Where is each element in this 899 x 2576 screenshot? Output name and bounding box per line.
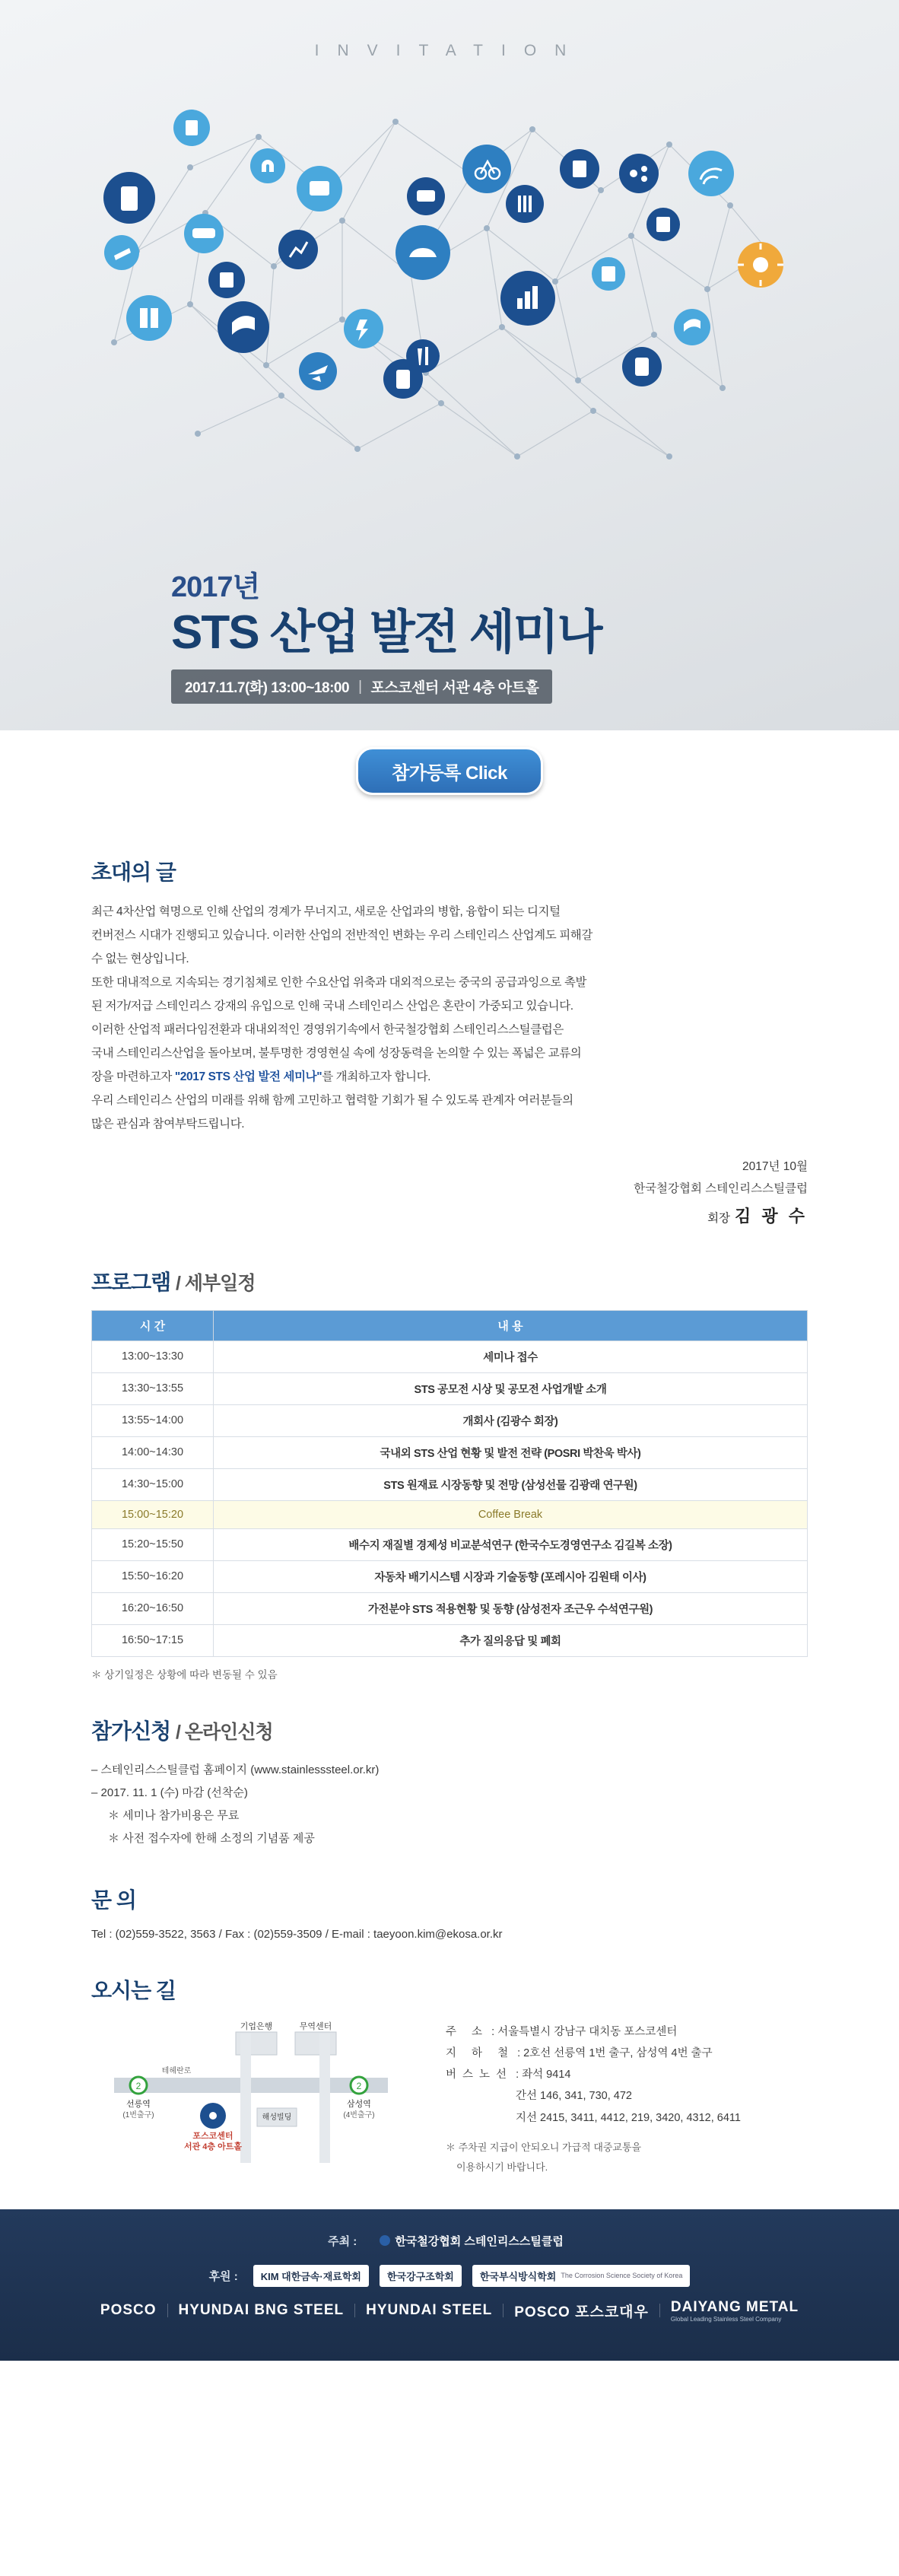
invite-line-9: 우리 스테인리스 산업의 미래를 위해 함께 고민하고 협력할 기회가 될 수 있도록 관계자 여러분들의 (91, 1094, 573, 1107)
cell-desc: 추가 질의응답 및 폐회 (214, 1624, 808, 1656)
apply-list (91, 1759, 808, 1850)
subway-label: 지 하 철 (446, 2046, 515, 2059)
table-row (92, 1560, 808, 1592)
hero-year: 2017년 (171, 571, 260, 603)
invite-line-4: 또한 대내적으로 지속되는 경기침체로 인한 수요산업 위축과 대외적으로는 중국의 공급과잉으로 촉발 (91, 976, 587, 989)
host-logo (372, 2229, 571, 2253)
svg-text:테헤란로: 테헤란로 (161, 2066, 192, 2075)
apply-heading-main: 참가신청 (91, 1719, 171, 1743)
sponsor-logo (380, 2265, 462, 2287)
bus-line-3: 지선 2415, 3411, 4412, 219, 3420, 4312, 6411 (516, 2111, 741, 2124)
address-value: : 서울특별시 강남구 대치동 포스코센터 (491, 2025, 678, 2038)
bus-row (446, 2064, 741, 2085)
directions-row (91, 2018, 808, 2179)
program-heading (91, 1266, 808, 1296)
register-button[interactable]: 참가등록 Click (356, 747, 543, 795)
invite-line-1: 최근 4차산업 혁명으로 인해 산업의 경계가 무너지고, 새로운 산업과의 병합, 융합이 되는 디지털 (91, 905, 561, 918)
list-item: – 2017. 11. 1 (수) 마감 (선착순) (91, 1786, 248, 1799)
program-heading-main: 프로그램 (91, 1270, 171, 1294)
map-figure (91, 2018, 426, 2178)
divider (503, 2304, 504, 2317)
cell-time: 14:30~15:00 (92, 1468, 214, 1500)
cell-desc: 배수지 재질별 경제성 비교분석연구 (한국수도경영연구소 김길복 소장) (214, 1528, 808, 1560)
cell-time: 13:30~13:55 (92, 1372, 214, 1404)
table-row (92, 1468, 808, 1500)
hero-text-block (171, 563, 602, 704)
list-item: ＊ 세미나 참가비용은 무료 (108, 1808, 240, 1822)
address-row (446, 2021, 741, 2043)
svg-text:2: 2 (356, 2080, 362, 2091)
hero-separator: | (358, 678, 362, 695)
partner-logo-posco-daewoo: POSCO 포스코대우 (514, 2304, 649, 2320)
svg-text:(4번출구): (4번출구) (343, 2110, 375, 2120)
host-label: 주최 : (328, 2234, 357, 2248)
hero-section (0, 0, 899, 730)
col-header-desc: 내 용 (214, 1310, 808, 1340)
event-date: 2017.11.7(화) 13:00~18:00 (185, 680, 350, 697)
program-heading-sub: / 세부일정 (175, 1272, 256, 1294)
sponsor-name: 한국부식방식학회 (479, 2270, 557, 2282)
cell-desc: 국내외 STS 산업 현황 및 발전 전략 (POSRI 박찬욱 박사) (214, 1436, 808, 1468)
cell-desc: 가전분야 STS 적용현황 및 동향 (삼성전자 조근우 수석연구원) (214, 1592, 808, 1624)
directions-heading: 오시는 길 (91, 1978, 176, 2002)
event-place: 포스코센터 서관 4층 아트홀 (370, 680, 539, 697)
svg-text:무역센터: 무역센터 (299, 2021, 332, 2031)
inquiry-line: Tel : (02)559-3522, 3563 / Fax : (02)559-3509 / E-mail : taeyoon.kim@ekosa.or.kr (91, 1927, 503, 1941)
svg-text:삼성역: 삼성역 (347, 2099, 371, 2109)
partner-logo-hyundai-steel: HYUNDAI STEEL (366, 2302, 493, 2319)
bus-label: 버스노선 (446, 2069, 513, 2081)
divider (167, 2304, 168, 2317)
partner-logo-daiyang-sub: Global Leading Stainless Steel Company (670, 2315, 782, 2323)
sponsor-name: 한국강구조학회 (386, 2270, 454, 2282)
host-row (0, 2229, 899, 2253)
svg-text:선릉역: 선릉역 (126, 2099, 151, 2109)
host-emblem-icon (380, 2235, 390, 2246)
apply-heading (91, 1715, 808, 1745)
divider (659, 2304, 660, 2317)
svg-text:포스코센터: 포스코센터 (192, 2131, 233, 2141)
hero-datetime-bar (171, 669, 552, 704)
program-table (91, 1310, 808, 1657)
invitation-word: INVITATION (314, 42, 585, 59)
cell-time: 16:50~17:15 (92, 1624, 214, 1656)
table-header-row (92, 1310, 808, 1340)
sponsor-label: 후원 : (208, 2269, 238, 2283)
sponsor-row (0, 2265, 899, 2287)
invite-line-10: 많은 관심과 참여부탁드립니다. (91, 1118, 245, 1131)
signature-date: 2017년 10월 (742, 1160, 808, 1173)
partner-logo-daiyang (671, 2299, 799, 2323)
parking-note-2: 이용하시기 바랍니다. (456, 2161, 548, 2174)
invite-line-8-pre: 장을 마련하고자 (91, 1070, 175, 1083)
apply-heading-sub: / 온라인신청 (175, 1721, 273, 1743)
bus-line-2: 간선 146, 341, 730, 472 (516, 2090, 632, 2103)
inquiry-heading: 문 의 (91, 1887, 136, 1912)
seminar-name-highlight: "2017 STS 산업 발전 세미나" (174, 1070, 322, 1083)
table-row (92, 1528, 808, 1560)
svg-text:기업은행: 기업은행 (240, 2021, 273, 2031)
cell-time: 13:55~14:00 (92, 1404, 214, 1436)
svg-text:(1번출구): (1번출구) (122, 2110, 154, 2120)
network-illustration (0, 76, 899, 548)
register-section (0, 730, 899, 815)
subway-row (446, 2043, 741, 2064)
partner-logo-posco: POSCO (100, 2302, 157, 2319)
table-row (92, 1624, 808, 1656)
invite-line-7: 국내 스테인리스산업을 돌아보며, 불투명한 경영현실 속에 성장동력을 논의할 수 있는 폭넓은 교류의 (91, 1047, 582, 1060)
invite-line-6: 이러한 산업적 패러다임전환과 대내외적인 경영위기속에서 한국철강협회 스테인리스스틸클럽은 (91, 1023, 564, 1036)
cell-desc: STS 원재료 시장동향 및 전망 (삼성선물 김광래 연구원) (214, 1468, 808, 1500)
signature-block (91, 1156, 808, 1232)
invite-heading: 초대의 글 (91, 860, 176, 884)
list-item: ＊ 사전 접수자에 한해 소정의 기념품 제공 (108, 1831, 315, 1845)
table-row (92, 1436, 808, 1468)
parking-note-1: ＊ 주차권 지급이 안되오니 가급적 대중교통을 (446, 2142, 642, 2153)
signature-role: 회장 (707, 1211, 731, 1225)
table-row-break (92, 1500, 808, 1528)
divider (354, 2304, 355, 2317)
invite-line-5: 된 저가/저급 스테인리스 강재의 유입으로 인해 국내 스테인리스 산업은 혼란이 가중되고 있습니다. (91, 1000, 573, 1013)
cell-time: 15:50~16:20 (92, 1560, 214, 1592)
table-row (92, 1592, 808, 1624)
table-row (92, 1340, 808, 1372)
cell-time: 13:00~13:30 (92, 1340, 214, 1372)
invite-line-2: 컨버전스 시대가 진행되고 있습니다. 이러한 산업의 전반적인 변화는 우리 스테인리스 산업계도 피해갈 (91, 929, 592, 942)
content-area (0, 815, 899, 2209)
page-title: STS 산업 발전 세미나 (171, 606, 602, 659)
svg-text:서관 4층 아트홀: 서관 4층 아트홀 (184, 2142, 242, 2151)
invite-line-3: 수 없는 현상입니다. (91, 952, 189, 965)
partner-logo-daiyang-label: DAIYANG METAL (670, 2298, 799, 2315)
sponsor-subname: The Corrosion Science Society of Korea (561, 2272, 683, 2280)
subway-value: : 2호선 선릉역 1번 출구, 삼성역 4번 출구 (517, 2046, 713, 2059)
cell-desc: 개회사 (김광수 회장) (214, 1404, 808, 1436)
program-note: ＊ 상기일정은 상황에 따라 변동될 수 있음 (91, 1668, 278, 1681)
cell-desc: Coffee Break (214, 1500, 808, 1528)
bus-value: : 좌석 9414 (516, 2069, 571, 2081)
cell-time: 15:20~15:50 (92, 1528, 214, 1560)
cell-time: 14:00~14:30 (92, 1436, 214, 1468)
sponsor-logo (472, 2265, 691, 2287)
invite-line-8 (91, 1065, 808, 1089)
table-row (92, 1404, 808, 1436)
partner-logo-bng: HYUNDAI BNG STEEL (178, 2302, 345, 2319)
svg-text:해성빌딩: 해성빌딩 (262, 2113, 292, 2122)
signature-name: 김 광 수 (735, 1206, 808, 1226)
sponsor-logo (253, 2265, 369, 2287)
sponsor-name: KIM 대한금속·재료학회 (260, 2270, 361, 2282)
list-item: – 스테인리스스틸클럽 홈페이지 (www.stainlesssteel.or.kr) (91, 1763, 380, 1776)
address-label: 주 소 (446, 2025, 489, 2038)
col-header-time: 시 간 (92, 1310, 214, 1340)
cell-time: 16:20~16:50 (92, 1592, 214, 1624)
table-row (92, 1372, 808, 1404)
cell-desc: 자동차 배기시스템 시장과 기술동향 (포레시아 김원태 이사) (214, 1560, 808, 1592)
svg-text:2: 2 (135, 2080, 141, 2091)
map-svg (91, 2018, 426, 2178)
partner-row (0, 2299, 899, 2323)
cell-desc: 세미나 접수 (214, 1340, 808, 1372)
cell-time: 15:00~15:20 (92, 1500, 214, 1528)
invite-line-8-post: 를 개최하고자 합니다. (322, 1070, 431, 1083)
host-name: 한국철강협회 스테인리스스틸클럽 (395, 2234, 564, 2248)
address-block (446, 2018, 741, 2179)
signature-name-row (91, 1201, 808, 1232)
cell-desc: STS 공모전 시상 및 공모전 사업개발 소개 (214, 1372, 808, 1404)
footer (0, 2209, 899, 2361)
invite-body (91, 900, 808, 1136)
signature-org: 한국철강협회 스테인리스스틸클럽 (634, 1182, 808, 1196)
